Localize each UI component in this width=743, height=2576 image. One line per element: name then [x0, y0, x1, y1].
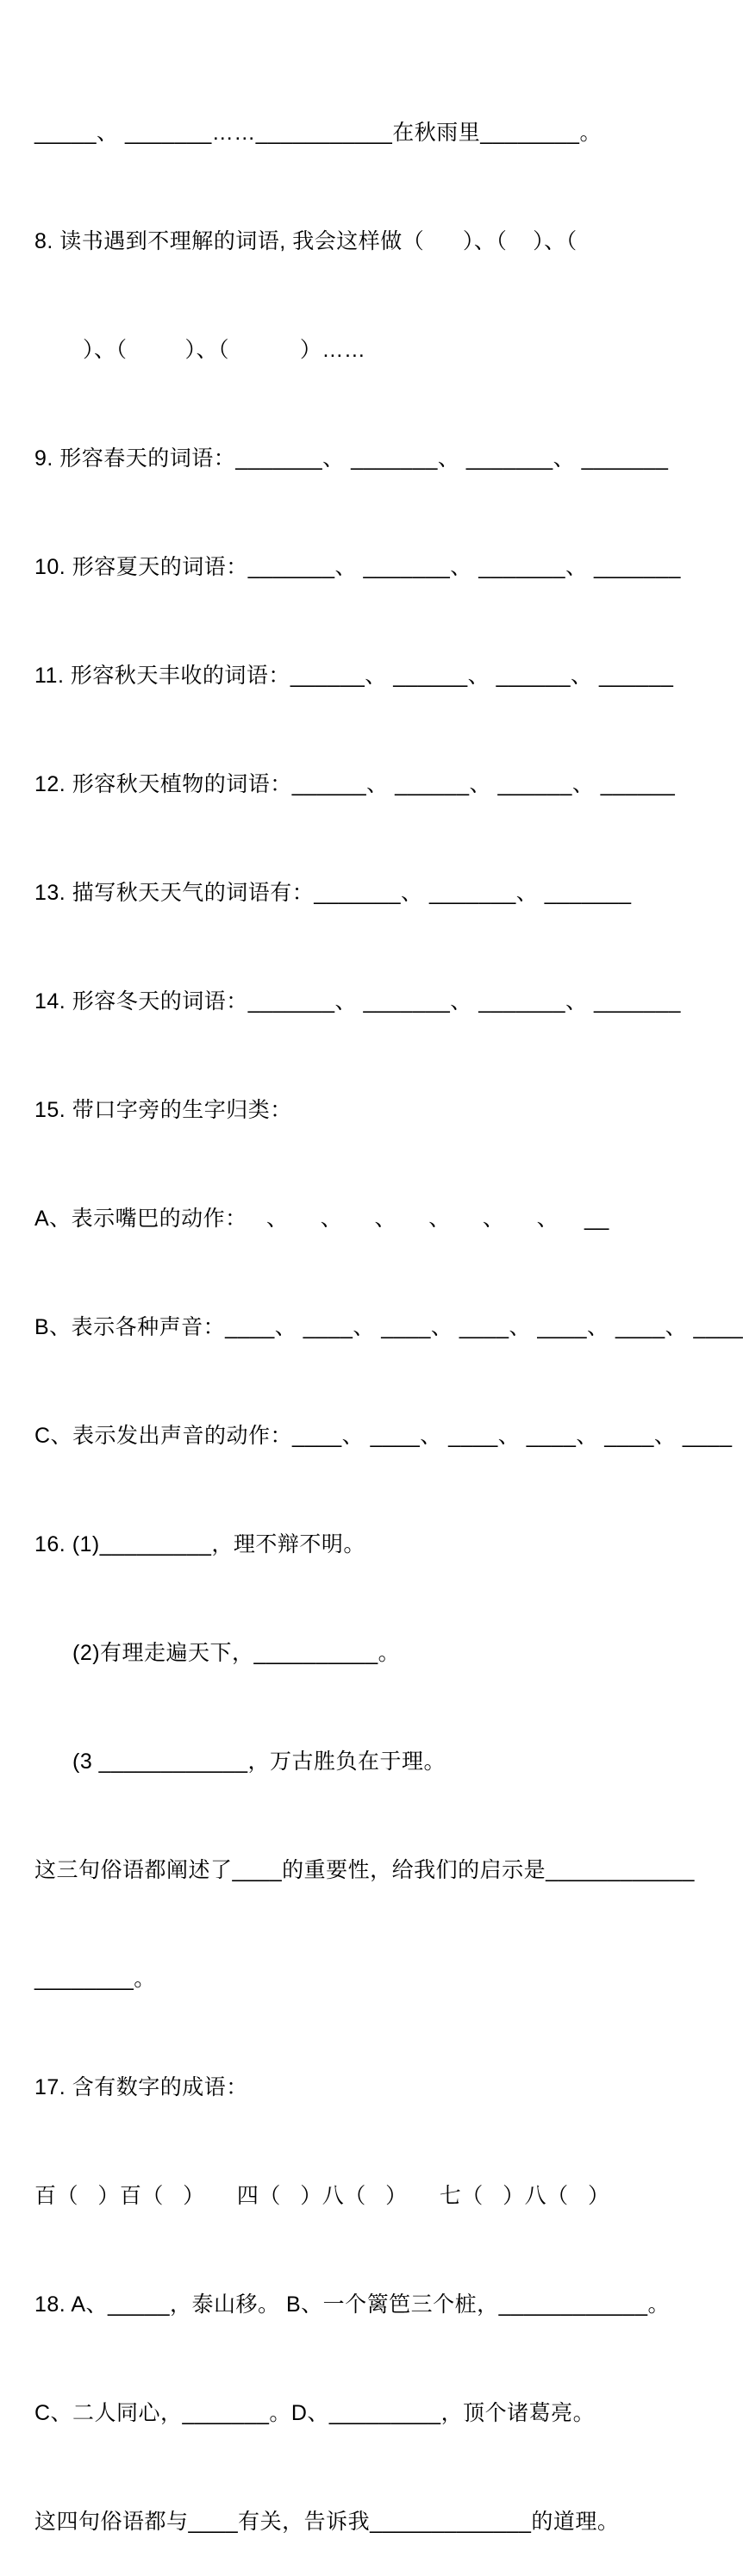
question-13: 13. 描写秋天天气的词语有：_______、 _______、 _______ — [34, 881, 632, 905]
question-18-items-ab: 18. A、_____，泰山移。 B、一个篱笆三个桩，____________。 — [34, 2292, 670, 2317]
question-15: 15. 带口字旁的生字归类： — [34, 1098, 292, 1122]
question-14: 14. 形容冬天的词语：_______、 _______、 _______、 _______ — [34, 989, 681, 1014]
question-15-item-a: A、表示嘴巴的动作： 、 、 、 、 、 、 __ — [34, 1207, 609, 1231]
question-9: 9. 形容春天的词语：_______、 _______、 _______、 _______ — [34, 446, 669, 471]
question-18-summary: 这四句俗语都与____有关，告诉我_____________的道理。 — [34, 2510, 620, 2534]
question-17-idiom-blanks: 百（ ）百（ ） 四（ ）八（ ） 七（ ）八（ ） — [34, 2184, 610, 2208]
question-11: 11. 形容秋天丰收的词语：______、 ______、 ______、 ______ — [34, 664, 674, 688]
continuation-line-autumn-rain: _____、 _______……___________在秋雨里________。 — [34, 121, 602, 145]
question-15-item-b: B、表示各种声音：____、 ____、 ____、 ____、 ____、 ____、 ____ — [34, 1315, 743, 1339]
question-16-part-1: 16. (1)_________，理不辩不明。 — [34, 1532, 365, 1556]
question-16-summary-continuation: ________。 — [34, 1967, 156, 1991]
question-8-continuation: ）、（ ）、（ ）…… — [83, 338, 366, 362]
question-10: 10. 形容夏天的词语：_______、 _______、 _______、 _______ — [34, 555, 681, 579]
question-15-item-c: C、表示发出声音的动作：____、 ____、 ____、 ____、 ____、 ____ — [34, 1424, 733, 1448]
question-12: 12. 形容秋天植物的词语：______、 ______、 ______、 ______ — [34, 772, 676, 796]
question-16-summary: 这三句俗语都阐述了____的重要性，给我们的启示是____________ — [34, 1858, 695, 1882]
question-16-part-3: (3 ____________，万古胜负在于理。 — [72, 1750, 446, 1774]
question-16-part-2: (2)有理走遍天下，__________。 — [72, 1641, 401, 1665]
question-17: 17. 含有数字的成语： — [34, 2075, 248, 2099]
question-8: 8. 读书遇到不理解的词语, 我会这样做（ ）、（ ）、（ — [34, 229, 578, 253]
question-18-items-cd: C、二人同心，_______。D、_________，顶个诸葛亮。 — [34, 2401, 596, 2425]
